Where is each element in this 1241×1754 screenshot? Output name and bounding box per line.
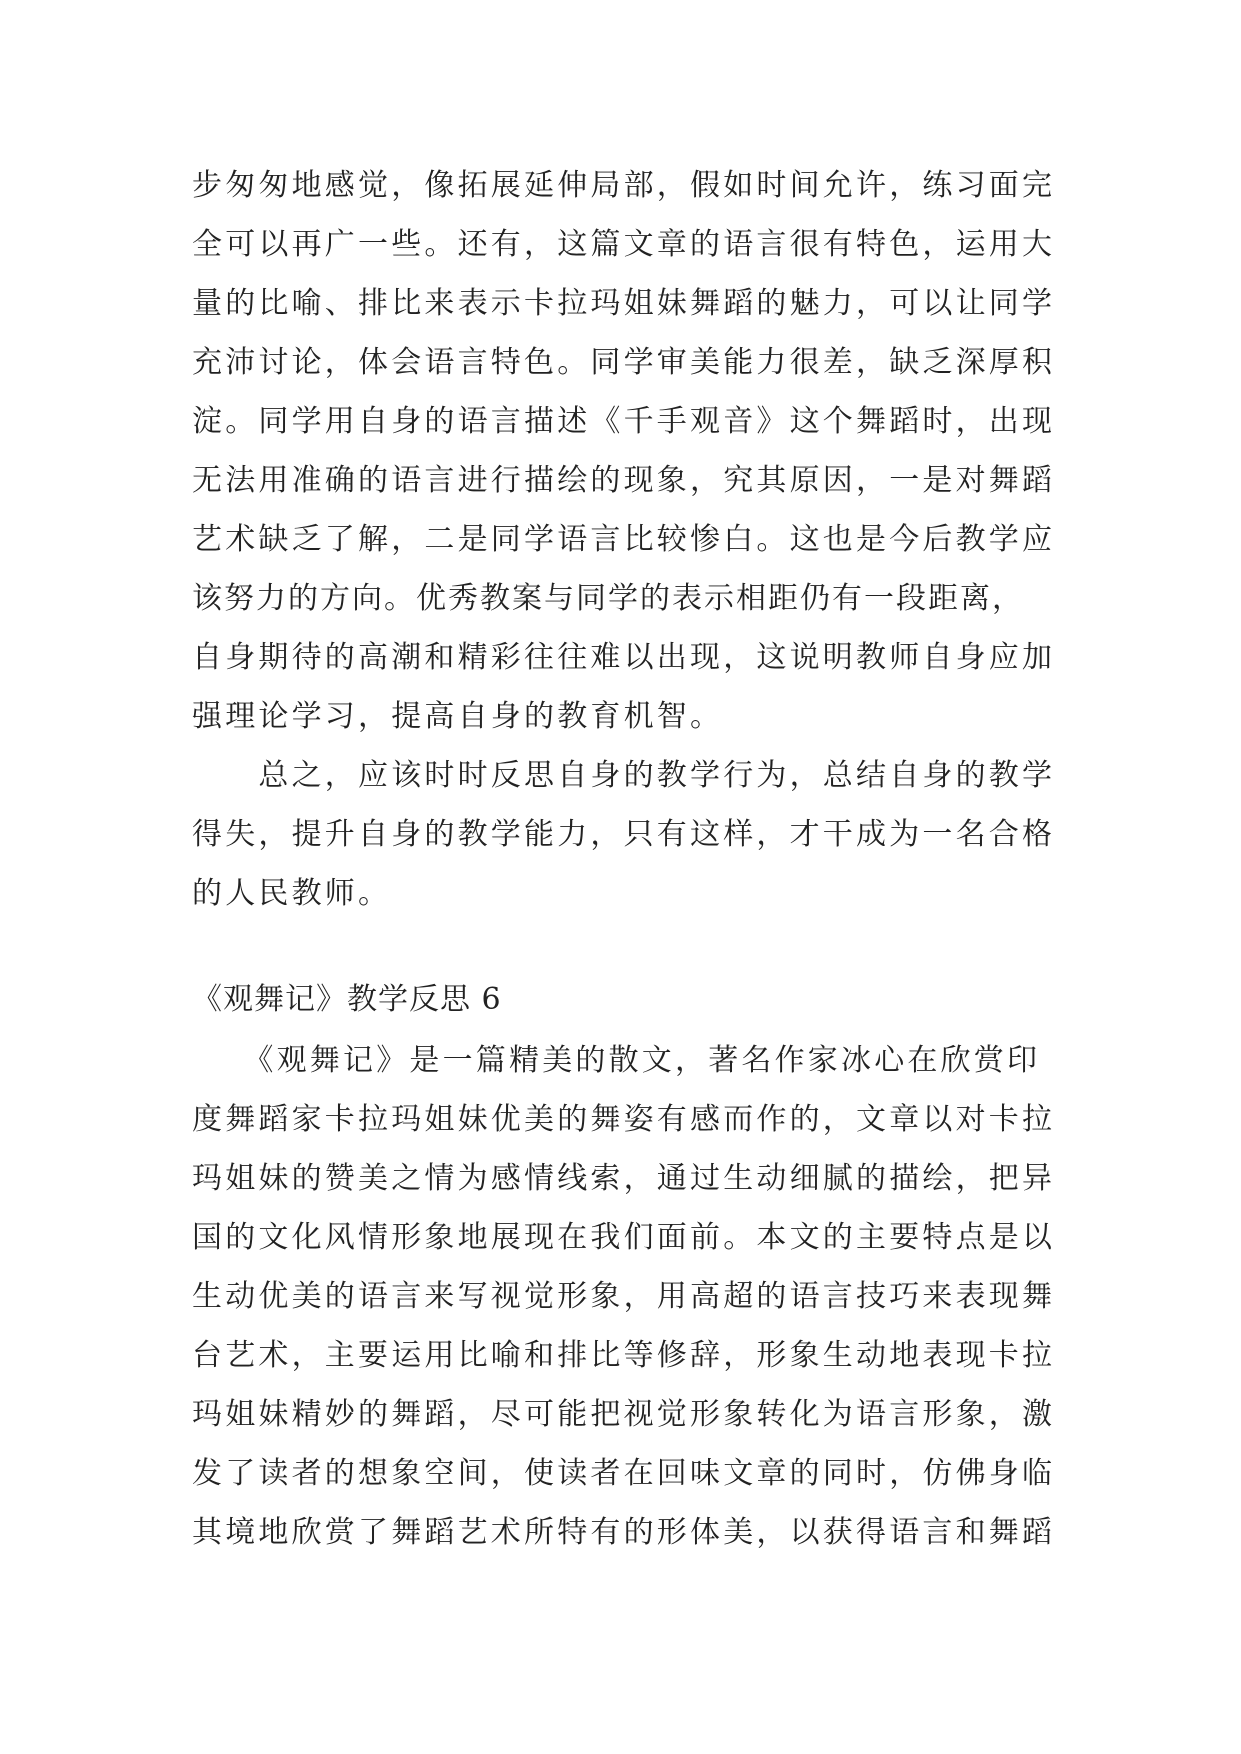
text-line: 充沛讨论，体会语言特色。同学审美能力很差，缺乏深厚积 [192,345,1056,380]
text-line: 发了读者的想象空间，使读者在回味文章的同时，仿佛身临 [192,1456,1056,1491]
text-line: 玛姐妹精妙的舞蹈，尽可能把视觉形象转化为语言形象，激 [192,1397,1056,1432]
text-line: 该努力的方向。优秀教案与同学的表示相距仍有一段距离， [192,581,1024,616]
text-line: 生动优美的语言来写视觉形象，用高超的语言技巧来表现舞 [192,1279,1056,1314]
text-line: 其境地欣赏了舞蹈艺术所特有的形体美，以获得语言和舞蹈 [192,1515,1056,1550]
text-line: 步匆匆地感觉，像拓展延伸局部，假如时间允许，练习面完 [192,168,1056,203]
continued-paragraph [192,156,1062,746]
text-line: 的人民教师。 [192,876,392,911]
section-paragraph [192,1031,1062,1562]
text-line: 度舞蹈家卡拉玛姐妹优美的舞姿有感而作的，文章以对卡拉 [192,1102,1056,1137]
text-line: 艺术缺乏了解，二是同学语言比较惨白。这也是今后教学应 [192,522,1056,557]
text-line: 玛姐妹的赞美之情为感情线索，通过生动细腻的描绘，把异 [192,1161,1056,1196]
text-line: 全可以再广一些。还有，这篇文章的语言很有特色，运用大 [192,227,1056,262]
text-line: 总之，应该时时反思自身的教学行为，总结自身的教学 [192,758,1056,793]
text-line: 无法用准确的语言进行描绘的现象，究其原因，一是对舞蹈 [192,463,1056,498]
text-line: 自身期待的高潮和精彩往往难以出现，这说明教师自身应加 [192,640,1056,675]
text-line: 量的比喻、排比来表示卡拉玛姐妹舞蹈的魅力，可以让同学 [192,286,1056,321]
text-line: 强理论学习，提高自身的教育机智。 [192,699,724,734]
text-line: 台艺术，主要运用比喻和排比等修辞，形象生动地表现卡拉 [192,1338,1056,1373]
text-line: 国的文化风情形象地展现在我们面前。本文的主要特点是以 [192,1220,1056,1255]
text-line: 得失，提升自身的教学能力，只有这样，才干成为一名合格 [192,817,1056,852]
text-line: 淀。同学用自身的语言描述《千手观音》这个舞蹈时，出现 [192,404,1056,439]
section-heading: 《观舞记》教学反思 6 [192,982,502,1017]
text-line: 《观舞记》是一篇精美的散文，著名作家冰心在欣赏印 [192,1043,1041,1078]
summary-paragraph [192,746,1062,923]
